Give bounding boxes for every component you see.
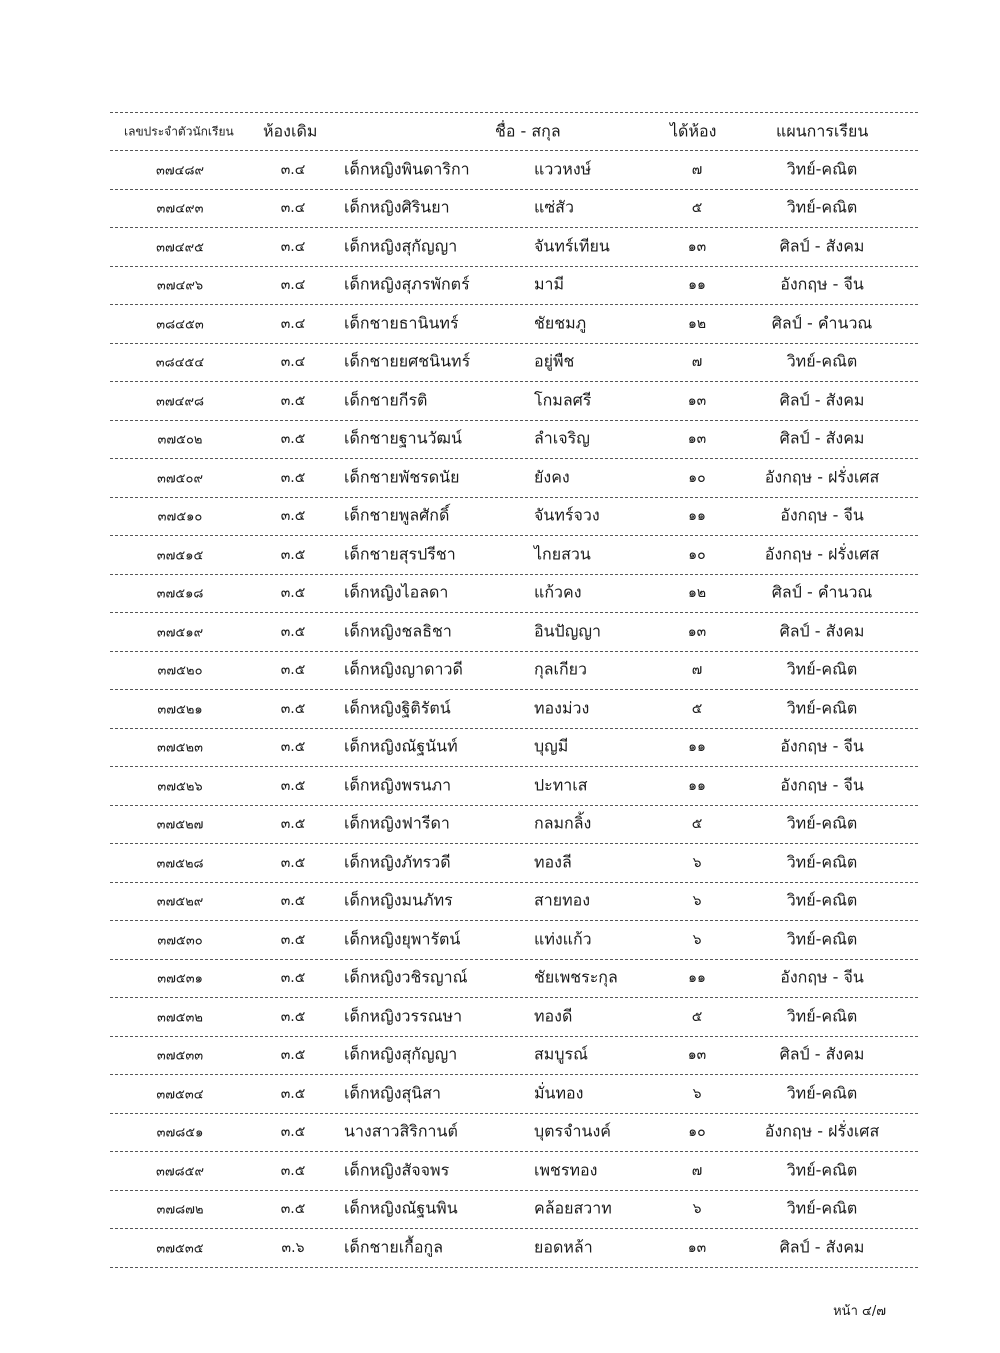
table-row: ๓๗๕๒๐ ๓.๕ เด็กหญิงญาดาวดี กุลเกียว ๗ วิทย์-คณิต [110,652,918,691]
student-name: เด็กหญิงยุพารัตน์ [344,929,461,949]
student-name: เด็กหญิงพินดาริกา [344,159,470,179]
student-name: เด็กชายสุรปรีชา [344,544,456,564]
page-number: หน้า ๔/๗ [833,1304,886,1319]
student-name: เด็กหญิงณัฐนพิน [344,1198,458,1218]
table-row: ๓๗๘๕๑ ๓.๕ นางสาวสิริกานต์ บุตรจำนงค์ ๑๐ อังกฤษ - ฝรั่งเศส [110,1114,918,1153]
table-row: ๓๘๔๕๓ ๓.๔ เด็กชายธานินทร์ ชัยชมภู ๑๒ ศิลป์ - คำนวณ [110,305,918,344]
student-surname: แก้วคง [534,582,582,602]
table-row: ๓๗๘๗๒ ๓.๕ เด็กหญิงณัฐนพิน คล้อยสวาท ๖ วิทย์-คณิต [110,1191,918,1230]
student-name: เด็กหญิงสุกัญญา [344,1044,458,1064]
student-surname: โกมลศรี [534,390,592,410]
student-name: เด็กชายกีรติ [344,390,428,410]
student-name: เด็กหญิงสุภรพักตร์ [344,274,470,294]
student-name: เด็กหญิงชลธิชา [344,621,452,641]
student-surname: สายทอง [534,890,591,910]
table-row: ๓๗๕๓๕ ๓.๖ เด็กชายเกื้อกูล ยอดหล้า ๑๓ ศิลป์ - สังคม [110,1229,918,1268]
student-name: นางสาวสิริกานต์ [344,1121,458,1141]
table-row: ๓๗๕๐๒ ๓.๕ เด็กชายฐานวัฒน์ ลำเจริญ ๑๓ ศิลป์ - สังคม [110,421,918,460]
header-old-room: ห้องเดิม [263,121,318,140]
student-surname: ทองลี [534,852,572,872]
student-name: เด็กหญิงสุนิสา [344,1083,441,1103]
table-row: ๓๗๕๒๘ ๓.๕ เด็กหญิงภัทรวดี ทองลี ๖ วิทย์-คณิต [110,844,918,883]
table-row: ๓๗๔๙๓ ๓.๔ เด็กหญิงศิรินยา แซ่สัว ๕ วิทย์-คณิต [110,190,918,229]
student-surname: มั่นทอง [534,1083,584,1103]
student-name: เด็กหญิงฐิติรัตน์ [344,698,451,718]
table-row: ๓๗๕๒๗ ๓.๕ เด็กหญิงฟารีดา กลมกลิ้ง ๕ วิทย์-คณิต [110,806,918,845]
table-row: ๓๗๕๑๙ ๓.๕ เด็กหญิงชลธิชา อินปัญญา ๑๓ ศิลป์ - สังคม [110,613,918,652]
student-surname: บุตรจำนงค์ [534,1121,611,1141]
student-name: เด็กหญิงญาดาวดี [344,659,463,679]
student-surname: ไกยสวน [534,544,591,564]
table-row: ๓๗๕๑๐ ๓.๕ เด็กชายพูลศักดิ์ จันทร์จวง ๑๑ อังกฤษ - จีน [110,498,918,537]
student-name: เด็กหญิงวชิรญาณ์ [344,967,468,987]
student-surname: อยู่พืช [534,351,575,371]
table-row: ๓๗๕๐๙ ๓.๕ เด็กชายพัชรดนัย ยังคง ๑๐ อังกฤษ - ฝรั่งเศส [110,459,918,498]
student-surname: จันทร์จวง [534,505,600,525]
student-name: เด็กชายพูลศักดิ์ [344,505,450,525]
table-row: ๓๗๔๘๙ ๓.๔ เด็กหญิงพินดาริกา แววหงษ์ ๗ วิทย์-คณิต [110,151,918,190]
table-row: ๓๗๕๑๕ ๓.๕ เด็กชายสุรปรีชา ไกยสวน ๑๐ อังกฤษ - ฝรั่งเศส [110,536,918,575]
table-row: ๓๘๔๕๔ ๓.๔ เด็กชายยศชนินทร์ อยู่พืช ๗ วิทย์-คณิต [110,344,918,383]
student-surname: ลำเจริญ [534,428,590,448]
student-surname: ทองม่วง [534,698,590,718]
student-name: เด็กหญิงศิรินยา [344,197,450,217]
student-name: เด็กหญิงวรรณษา [344,1006,463,1026]
table-row: ๓๗๕๑๘ ๓.๕ เด็กหญิงไอลดา แก้วคง ๑๒ ศิลป์ - คำนวณ [110,575,918,614]
student-surname: เพชรทอง [534,1160,598,1180]
student-name: เด็กหญิงสัจจพร [344,1160,450,1180]
student-name: เด็กหญิงมนภัทร [344,890,453,910]
table-row: ๓๗๕๓๓ ๓.๕ เด็กหญิงสุกัญญา สมบูรณ์ ๑๓ ศิลป์ - สังคม [110,1037,918,1076]
student-name: เด็กหญิงฟารีดา [344,813,450,833]
student-name: เด็กชายฐานวัฒน์ [344,428,462,448]
student-surname: สมบูรณ์ [534,1044,588,1064]
student-name: เด็กหญิงภัทรวดี [344,852,451,872]
student-surname: ชัยเพชระกุล [534,967,618,987]
table-row: ๓๗๔๙๕ ๓.๔ เด็กหญิงสุกัญญา จันทร์เทียน ๑๓ ศิลป์ - สังคม [110,228,918,267]
student-name: เด็กชายเกื้อกูล [344,1237,444,1257]
table-header [110,112,918,151]
student-name: เด็กหญิงไอลดา [344,582,449,602]
student-surname: แซ่สัว [534,197,574,217]
table-row: ๓๗๕๒๑ ๓.๕ เด็กหญิงฐิติรัตน์ ทองม่วง ๕ วิทย์-คณิต [110,690,918,729]
table-row: ๓๗๕๓๔ ๓.๕ เด็กหญิงสุนิสา มั่นทอง ๖ วิทย์-คณิต [110,1075,918,1114]
student-surname: อินปัญญา [534,621,601,641]
student-surname: ปะทาเส [534,775,588,795]
table-row: ๓๗๘๕๙ ๓.๕ เด็กหญิงสัจจพร เพชรทอง ๗ วิทย์-คณิต [110,1152,918,1191]
table-row: ๓๗๔๙๖ ๓.๔ เด็กหญิงสุภรพักตร์ มามี ๑๑ อังกฤษ - จีน [110,267,918,306]
student-surname: ชัยชมภู [534,313,587,333]
table-row: ๓๗๕๓๐ ๓.๕ เด็กหญิงยุพารัตน์ แท่งแก้ว ๖ วิทย์-คณิต [110,921,918,960]
student-name: เด็กหญิงสุกัญญา [344,236,458,256]
student-name: เด็กชายพัชรดนัย [344,467,460,487]
student-surname: ทองดี [534,1006,573,1026]
header-name: ชื่อ - สกุล [495,121,561,140]
table-row: ๓๗๕๒๙ ๓.๕ เด็กหญิงมนภัทร สายทอง ๖ วิทย์-คณิต [110,883,918,922]
student-name: เด็กชายธานินทร์ [344,313,459,333]
student-name: เด็กหญิงณัฐนันท์ [344,736,458,756]
student-surname: บุญมี [534,736,569,756]
student-surname: แววหงษ์ [534,159,592,179]
header-student-id: เลขประจำตัวนักเรียน [124,124,234,138]
student-surname: แท่งแก้ว [534,929,592,949]
table-row: ๓๗๕๒๖ ๓.๕ เด็กหญิงพรนภา ปะทาเส ๑๑ อังกฤษ - จีน [110,767,918,806]
table-row: ๓๗๕๒๓ ๓.๕ เด็กหญิงณัฐนันท์ บุญมี ๑๑ อังกฤษ - จีน [110,729,918,768]
student-surname: กุลเกียว [534,659,588,679]
table-row: ๓๗๔๙๘ ๓.๕ เด็กชายกีรติ โกมลศรี ๑๓ ศิลป์ - สังคม [110,382,918,421]
student-surname: กลมกลิ้ง [534,813,592,833]
student-name: เด็กหญิงพรนภา [344,775,452,795]
student-name: เด็กชายยศชนินทร์ [344,351,471,371]
student-surname: ยอดหล้า [534,1237,593,1257]
header-plan: แผนการเรียน [776,121,869,140]
table-row: ๓๗๕๓๑ ๓.๕ เด็กหญิงวชิรญาณ์ ชัยเพชระกุล ๑๑ อังกฤษ - จีน [110,960,918,999]
table-row: ๓๗๕๓๒ ๓.๕ เด็กหญิงวรรณษา ทองดี ๕ วิทย์-คณิต [110,998,918,1037]
header-new-room: ได้ห้อง [670,121,717,140]
table-body [110,151,918,1268]
student-room-table [110,112,918,1268]
student-surname: จันทร์เทียน [534,236,610,256]
student-surname: คล้อยสวาท [534,1198,612,1218]
student-surname: มามี [534,274,565,294]
student-surname: ยังคง [534,467,570,487]
